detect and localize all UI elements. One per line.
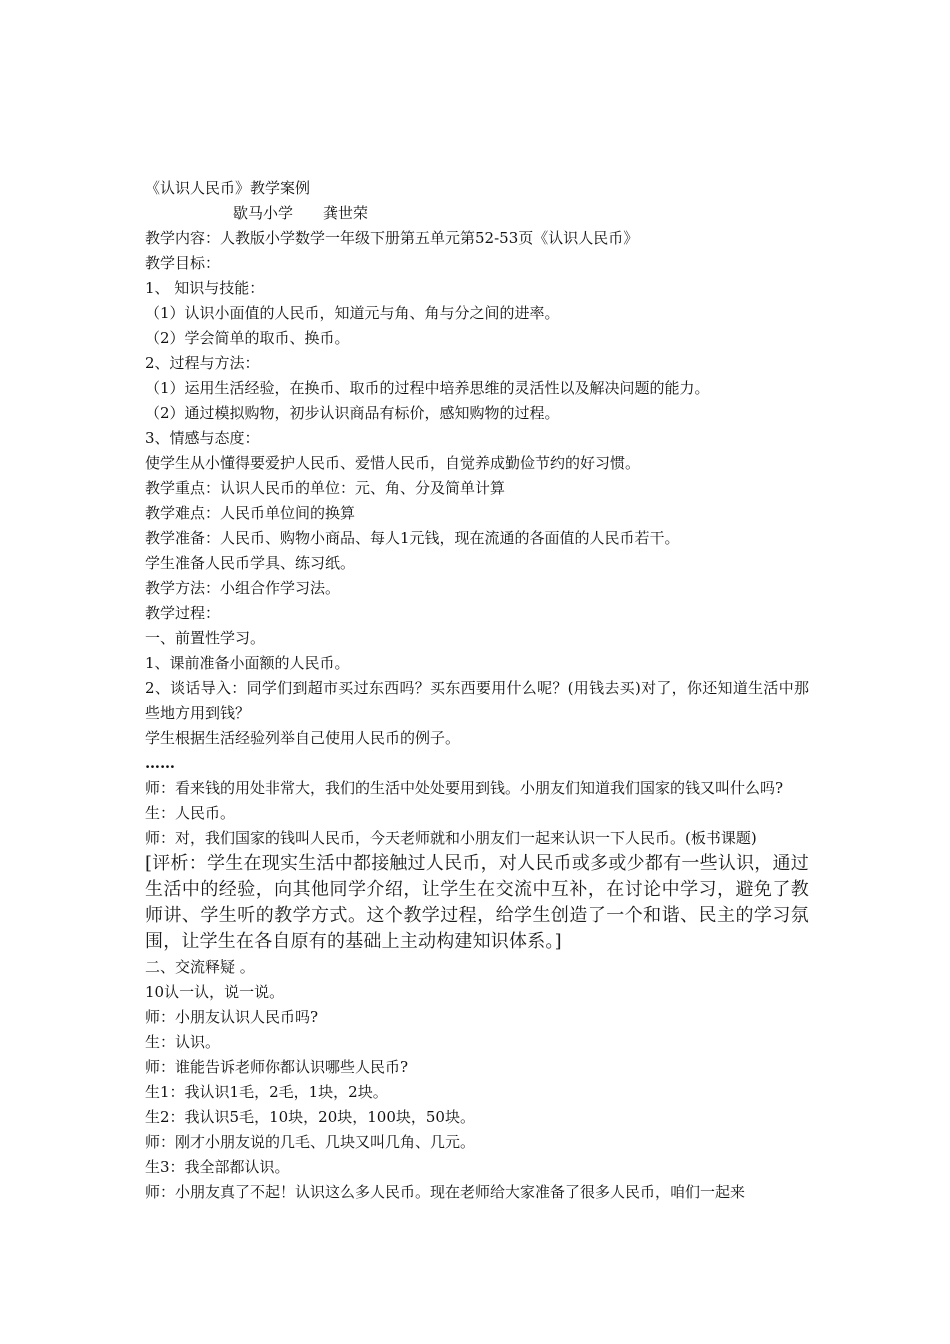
teaching-method: 教学方法：小组合作学习法。 bbox=[145, 579, 341, 597]
author-line bbox=[145, 201, 809, 226]
objective-2-heading: 2、过程与方法： bbox=[145, 354, 260, 372]
part-1-heading: 一、前置性学习。 bbox=[145, 629, 266, 647]
student-preparation: 学生准备人民币学具、练习纸。 bbox=[145, 554, 356, 572]
dialog-line: 师：小朋友真了不起！认识这么多人民币。现在老师给大家准备了很多人民币，咱们一起来 bbox=[145, 1183, 746, 1201]
dialog-teacher-1: 师：看来钱的用处非常大，我们的生活中处处要用到钱。小朋友们知道我们国家的钱又叫什么吗? bbox=[145, 779, 784, 797]
part-1-item-2: 2、谈话导入：同学们到超市买过东西吗？买东西要用什么呢？(用钱去买)对了，你还知道生活中那些地方用到钱？ bbox=[145, 679, 809, 722]
part-1-item-3: 学生根据生活经验列举自己使用人民币的例子。 bbox=[145, 729, 461, 747]
key-point: 教学重点：认识人民币的单位：元、角、分及简单计算 bbox=[145, 479, 506, 497]
part-2-item-1: 10认一认，说一说。 bbox=[145, 983, 285, 1001]
objective-1-item-1: （1）认识小面值的人民币，知道元与角、角与分之间的进率。 bbox=[145, 304, 560, 322]
objective-2-item-1: （1）运用生活经验，在换币、取币的过程中培养思维的灵活性以及解决问题的能力。 bbox=[145, 379, 710, 397]
dialog-line: 师：刚才小朋友说的几毛、几块又叫几角、几元。 bbox=[145, 1133, 476, 1151]
document-title: 《认识人民币》教学案例 bbox=[145, 179, 311, 197]
dialog-line: 生：认识。 bbox=[145, 1033, 221, 1051]
dialog-line: 生3：我全部都认识。 bbox=[145, 1158, 290, 1176]
difficulty: 教学难点：人民币单位间的换算 bbox=[145, 504, 356, 522]
process-heading: 教学过程： bbox=[145, 604, 221, 622]
objective-1-item-2: （2）学会简单的取币、换币。 bbox=[145, 329, 350, 347]
teaching-content: 教学内容：人教版小学数学一年级下册第五单元第52-53页《认识人民币》 bbox=[145, 229, 639, 247]
dialog-line: 生2：我认识5毛，10块，20块，100块，50块。 bbox=[145, 1108, 475, 1126]
dialog-line: 师：小朋友认识人民币吗? bbox=[145, 1008, 319, 1026]
dialog-teacher-2: 师：对，我们国家的钱叫人民币，今天老师就和小朋友们一起来认识一下人民币。(板书课题) bbox=[145, 829, 757, 847]
author-name: 龚世荣 bbox=[323, 204, 369, 222]
dialog-line: 生1：我认识1毛，2毛，1块，2块。 bbox=[145, 1083, 388, 1101]
part-2-heading: 二、交流释疑 。 bbox=[145, 958, 255, 976]
teaching-preparation: 教学准备：人民币、购物小商品、每人1元钱，现在流通的各面值的人民币若干。 bbox=[145, 529, 680, 547]
part-1-item-1: 1、课前准备小面额的人民币。 bbox=[145, 654, 350, 672]
objectives-heading: 教学目标： bbox=[145, 254, 221, 272]
dialog-student-1: 生：人民币。 bbox=[145, 804, 236, 822]
ellipsis: …… bbox=[145, 754, 175, 772]
objective-3-text: 使学生从小懂得要爱护人民币、爱惜人民币，自觉养成勤俭节约的好习惯。 bbox=[145, 454, 641, 472]
dialog-line: 师：谁能告诉老师你都认识哪些人民币? bbox=[145, 1058, 409, 1076]
school-name: 歇马小学 bbox=[233, 204, 294, 222]
comment-paragraph: [评析：学生在现实生活中都接触过人民币，对人民币或多或少都有一些认识，通过生活中的经验，向其他同学介绍，让学生在交流中互补，在讨论中学习，避免了教师讲、学生听的教学方式。这个教学过程，给学生创造了一个和谐、民主的学习氛围，让学生在各自原有的基础上主动构建知识体系。] bbox=[145, 853, 809, 952]
objective-3-heading: 3、情感与态度： bbox=[145, 429, 260, 447]
objective-2-item-2: （2）通过模拟购物，初步认识商品有标价，感知购物的过程。 bbox=[145, 404, 560, 422]
objective-1-heading: 1、 知识与技能： bbox=[145, 279, 265, 297]
document-body bbox=[145, 176, 809, 1205]
